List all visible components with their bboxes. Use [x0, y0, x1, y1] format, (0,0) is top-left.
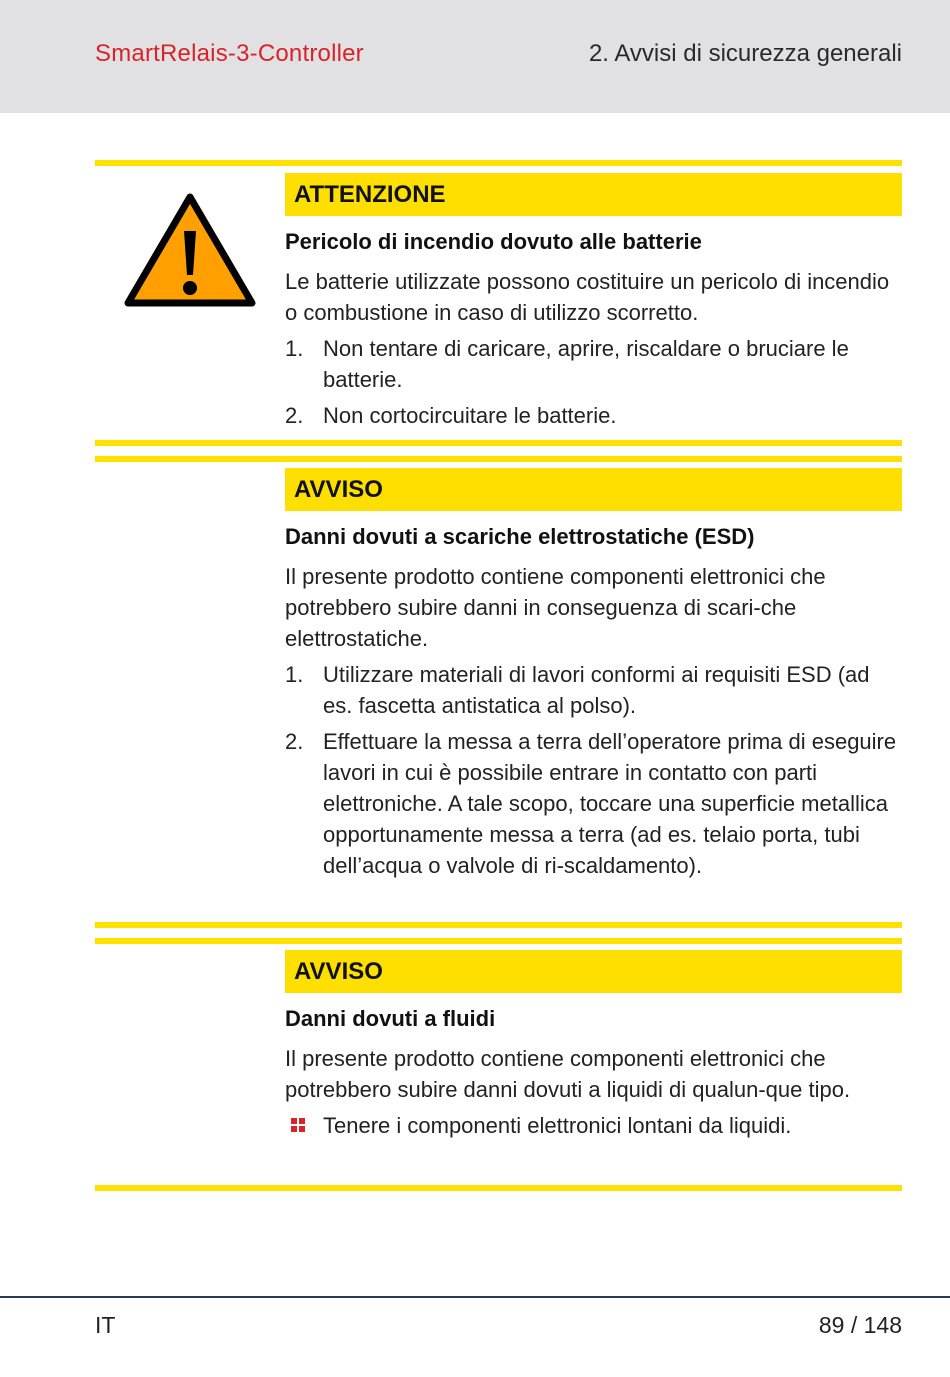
notice-fluids [285, 950, 902, 1141]
notice-title: Danni dovuti a scariche elettrostatiche (ESD) [285, 524, 755, 549]
page-number: 89 / 148 [818, 1312, 902, 1338]
warning-triangle-icon [122, 191, 258, 311]
notice-label: AVVISO [285, 950, 902, 993]
step-number: 1. [285, 336, 304, 361]
step-item [285, 400, 902, 431]
bullet-text: Tenere i componenti elettronici lontani da liquidi. [323, 1113, 792, 1138]
step-text: Non tentare di caricare, aprire, riscaldare o bruciare le batterie. [323, 336, 849, 392]
notice-title: Pericolo di incendio dovuto alle batterie [285, 229, 702, 254]
step-number: 1. [285, 662, 304, 687]
page-header [0, 0, 950, 113]
notice-esd [285, 468, 902, 886]
notice-top-rule [95, 160, 902, 166]
notice-fire-hazard [285, 173, 902, 436]
notice-body: Le batterie utilizzate possono costituire un pericolo di incendio o combustione in caso di utilizzo scorretto. [285, 269, 890, 325]
step-number: 2. [285, 403, 304, 428]
product-name: SmartRelais-3-Controller [95, 40, 364, 67]
notice-bottom-rule [95, 1185, 902, 1191]
step-text: Effettuare la messa a terra dell’operatore prima di eseguire lavori in cui è possibile entrare in contatto con parti elettroniche. A tale scopo, toccare una superficie metallica opportunamente messa a terra (ad es. telaio porta, tubi dell’acqua o valvole di ri-scaldamento). [323, 729, 897, 878]
step-item [285, 659, 902, 721]
notice-top-rule [95, 456, 902, 462]
notice-body: Il presente prodotto contiene componenti elettronici che potrebbero subire danni in conseguenza di scari-che elettrostatiche. [285, 564, 826, 651]
notice-body: Il presente prodotto contiene componenti elettronici che potrebbero subire danni dovuti a liquidi di qualun-que tipo. [285, 1046, 851, 1102]
notice-top-rule [95, 938, 902, 944]
notice-bottom-rule [95, 922, 902, 928]
notice-steps [285, 333, 902, 431]
step-number: 2. [285, 729, 304, 754]
notice-bottom-rule [95, 440, 902, 446]
bullet-item [285, 1110, 902, 1141]
chapter-title: 2. Avvisi di sicurezza generali [588, 40, 902, 67]
notice-label: ATTENZIONE [285, 173, 902, 216]
step-item [285, 333, 902, 395]
step-text: Utilizzare materiali di lavori conformi ai requisiti ESD (ad es. fascetta antistatica al polso). [323, 662, 870, 718]
footer-divider [0, 1296, 950, 1298]
notice-label: AVVISO [285, 468, 902, 511]
step-text: Non cortocircuitare le batterie. [323, 403, 617, 428]
step-item [285, 726, 902, 881]
notice-steps [285, 659, 902, 881]
footer-language: IT [95, 1312, 116, 1338]
bullet-square-icon [291, 1118, 305, 1132]
notice-title: Danni dovuti a fluidi [285, 1006, 496, 1031]
